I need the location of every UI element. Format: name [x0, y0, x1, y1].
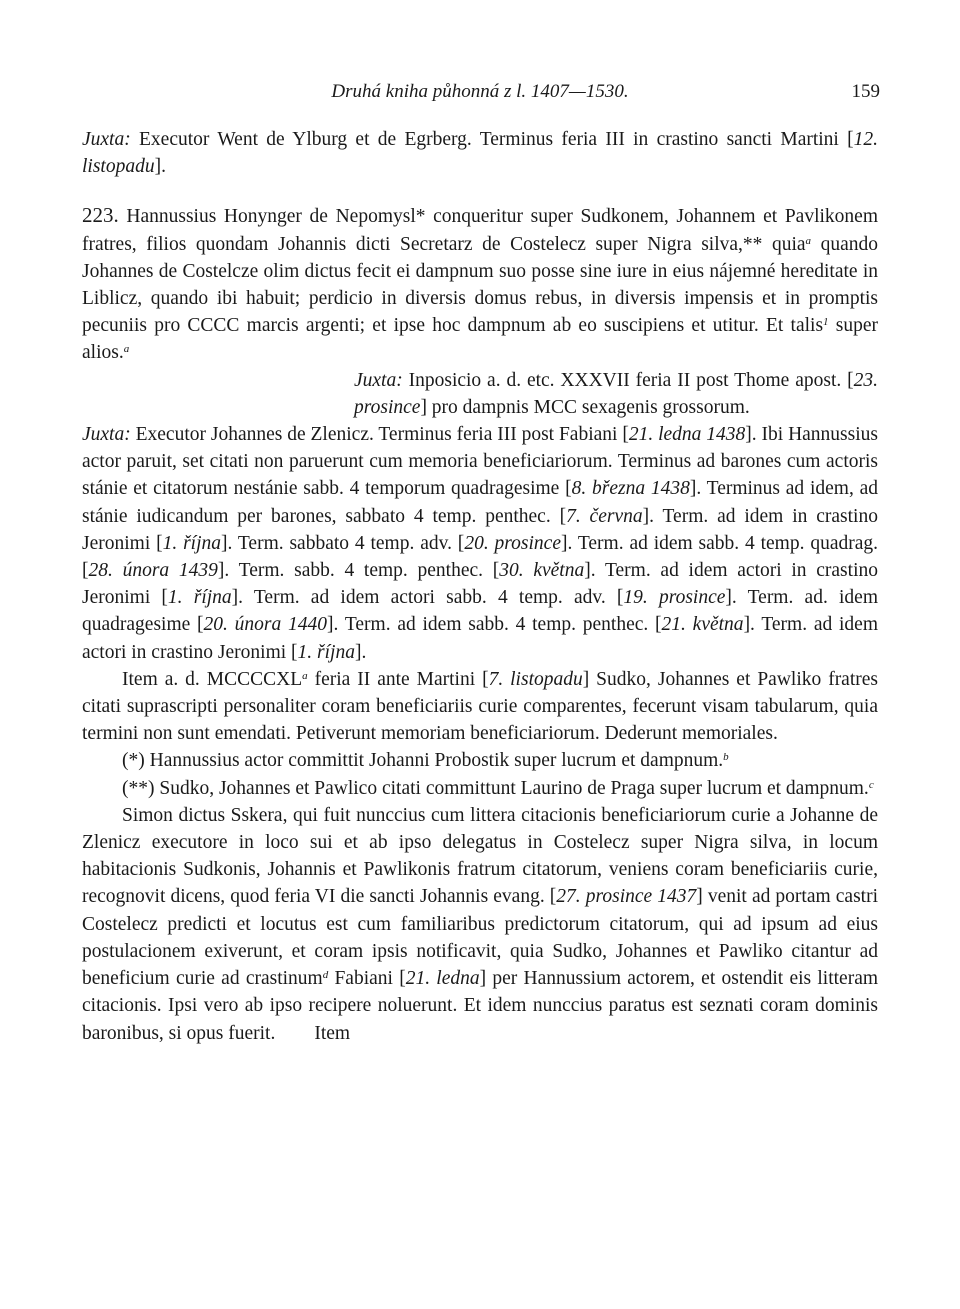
date-gloss: 30. května — [499, 560, 585, 582]
date-gloss: 20. prosince — [464, 532, 561, 554]
date-gloss: 20. února 1440 — [203, 614, 328, 636]
text-run: (*) Hannussius actor committit Johanni Probostik super lucrum et dampnum. — [122, 750, 724, 772]
text-run: ]. Ibi Hannussius actor paruit, set citati non paruerunt cum memoria beneficiariorum. Terminus ad barones cum actoris stánie et citatorum nestánie sabb. 4 temporum quadragesime [ — [82, 424, 878, 500]
footnote-marker: d — [322, 969, 329, 982]
date-gloss: 21. května — [661, 614, 744, 636]
text-run: ]. Term. ad idem sabb. 4 temp. quadrag. [ — [82, 532, 879, 582]
text-run: Executor Went de Ylburg et de Egrberg. Terminus feria III in crastino sancti Martini [ — [130, 129, 854, 150]
date-gloss: 1. října — [167, 587, 232, 609]
juxta-label: Juxta: — [82, 424, 131, 446]
text-run: Inposicio a. d. etc. XXXVII feria II post Thome apost. [ — [402, 369, 854, 391]
text-run: ]. — [154, 156, 166, 178]
paragraph-simon — [82, 802, 878, 1047]
date-gloss: 19. prosince — [623, 587, 726, 609]
text-run: Executor Johannes de Zlenicz. Terminus feria III post Fabiani [ — [130, 424, 629, 446]
text-run: ] per Hannussium actorem, et ostendit eis litteram citacionis. Ipsi vero ab ipso recipere noluerunt. Et idem nunccius paratus est seznati coram dominis baronibus, si opus fuerit. Item — [82, 968, 879, 1044]
date-gloss: 7. listopadu — [488, 668, 583, 690]
text-run: ]. Term. sabb. 4 temp. penthec. [ — [217, 560, 500, 582]
date-gloss: 28. února 1439 — [88, 560, 218, 582]
text-run: ] venit ad portam castri Costelecz predicti et locutus est cum familiaribus predictorum citatorum, qui ad ipsum ad eius postulacionem exiverunt, et coram ipsis notificavit, quia Sudko, Johannes et Pawliko citantur ad beneficium curie ad crastinum — [82, 886, 878, 990]
paragraph-juxta-zlenicz — [82, 421, 878, 666]
paragraph-note-double-star — [82, 775, 878, 802]
text-run: Simon dictus Sskera, qui fuit nunccius cum littera citacionis beneficiariorum curie a Johanne de Zlenicz executore in loco sui et ab ipso delegatus in Costelecz super Nigra silva, in locum habitacionis Sudkonis, Johannis et Pawlikonis fratrum citatorum, veniens coram beneficiariis curie, recognovit dicens, quod feria VI die sancti Johannis evang. [ — [82, 804, 878, 908]
footnote-marker: a — [302, 669, 308, 682]
juxta-label: Juxta: — [354, 369, 403, 391]
text-run: ]. Term. ad idem actori sabb. 4 temp. adv. [ — [231, 587, 624, 609]
text-run: Fabiani [ — [328, 968, 406, 990]
footnote-marker: b — [723, 751, 729, 764]
juxta-label: Juxta: — [82, 129, 131, 150]
date-gloss: 23. prosince — [354, 369, 878, 418]
entry-223 — [82, 202, 878, 366]
footnote-marker: 1 — [823, 316, 829, 329]
page-header — [80, 78, 880, 104]
running-title: Druhá kniha půhonná z l. 1407—1530. — [331, 81, 629, 102]
paragraph-inposicio — [354, 367, 878, 421]
text-run: ] pro dampnis MCC sexagenis grossorum. — [420, 396, 750, 418]
date-gloss: 21. ledna 1438 — [628, 424, 746, 446]
paragraph-juxta-went — [82, 126, 878, 180]
text-run: Item a. d. MCCCCXL — [122, 668, 303, 690]
footnote-marker: a — [805, 234, 812, 247]
text-run: ]. — [354, 641, 367, 663]
text-run: ]. Term. ad idem actori in crastino Jeronimi [ — [82, 614, 879, 663]
entry-number: 223. — [82, 203, 119, 228]
text-run: feria II ante Martini [ — [307, 668, 489, 690]
text-run: ]. Term. ad idem in crastino Jeronimi [ — [82, 505, 878, 554]
date-gloss: 27. prosince 1437 — [556, 886, 697, 908]
footnote-marker: c — [868, 778, 874, 791]
date-gloss: 1. října — [162, 532, 221, 554]
footnote-marker: a — [123, 343, 130, 356]
date-gloss: 1. října — [297, 641, 355, 663]
paragraph-item — [82, 666, 878, 748]
text-run: ]. Term. ad idem actori in crastino Jeronimi [ — [82, 560, 878, 609]
text-run: ] Sudko, Johannes et Pawliko fratres citati suprascripti personaliter coram beneficiariis curie comparentes, fecerunt visam tabularum, quia termini non sunt emendati. Petiverunt memoriam beneficiariorum. Dederunt memoriales. — [82, 668, 878, 745]
text-run: ]. Term. ad. idem quadragesime [ — [82, 587, 878, 636]
date-gloss: 7. června — [566, 505, 643, 527]
date-gloss: 21. ledna — [405, 968, 480, 990]
text-run: (**) Sudko, Johannes et Pawlico citati committunt Laurino de Praga super lucrum et dampnum. — [122, 777, 869, 799]
text-run: super alios. — [82, 315, 878, 364]
date-gloss: 12. listopadu — [82, 129, 878, 178]
text-run: ]. Terminus ad idem, ad stánie iudicandum per barones, sabbato 4 temp. penthec. [ — [82, 478, 878, 527]
page-number: 159 — [851, 81, 880, 102]
text-run: ]. Term. sabbato 4 temp. adv. [ — [221, 532, 465, 554]
text-run: quando Johannes de Costelcze olim dictus fecit ei dampnum suo posse sine iure in eius nájemné hereditate in Liblicz, quando ibi habuit; perdicio in diversis domus rebus, in diversis impensis et in promptis pecuniis pro CCCC marcis argenti; et ipse hoc dampnum ab eo suscipiens et utitur. Et talis — [82, 233, 878, 337]
paragraph-note-star — [82, 747, 878, 774]
text-run: Hannussius Honynger de Nepomysl* conqueritur super Sudkonem, Johannem et Pavlikonem fratres, filios quondam Johannis dicti Secretarz de Costelecz super Nigra silva,** quia — [82, 206, 878, 255]
text-run: ]. Term. ad idem sabb. 4 temp. penthec. [ — [327, 614, 662, 636]
document-body — [82, 126, 878, 1047]
date-gloss: 8. března 1438 — [571, 478, 690, 500]
